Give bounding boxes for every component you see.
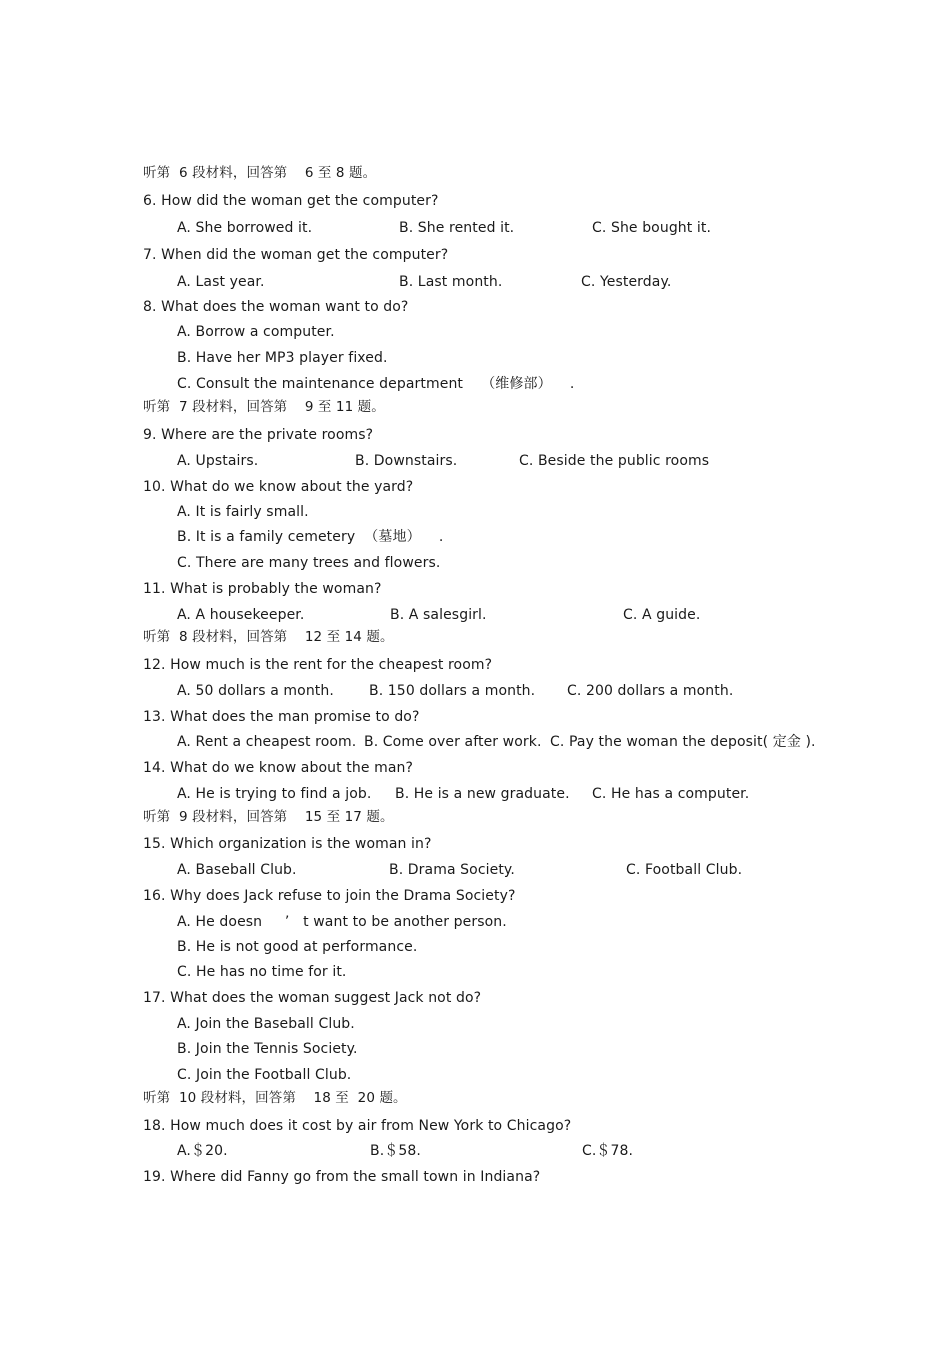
option-c: C. He has a computer. (592, 786, 750, 802)
option-b: B. Join the Tennis Society. (177, 1041, 358, 1057)
section-heading: 听第 6 段材料，回答第 6 至 8 题。 (143, 165, 377, 181)
option-c: C.＄78. (582, 1143, 634, 1159)
section-heading: 听第 9 段材料，回答第 15 至 17 题。 (143, 809, 394, 825)
option-c: C. He has no time for it. (177, 964, 347, 980)
question-stem: 9. Where are the private rooms? (143, 427, 374, 443)
question-stem: 7. When did the woman get the computer? (143, 247, 449, 263)
option-b: B.＄58. (370, 1143, 421, 1159)
option-a: A. Baseball Club. (177, 862, 297, 878)
option-c: C. Join the Football Club. (177, 1067, 352, 1083)
option-c: C. Pay the woman the deposit( 定金 ). (550, 734, 816, 750)
option-a: A. He is trying to find a job. (177, 786, 372, 802)
question-stem: 18. How much does it cost by air from New York to Chicago? (143, 1118, 572, 1134)
question-stem: 8. What does the woman want to do? (143, 299, 409, 315)
option-c: C. A guide. (623, 607, 701, 623)
option-b: B. Last month. (399, 274, 503, 290)
question-stem: 6. How did the woman get the computer? (143, 193, 439, 209)
section-heading: 听第 7 段材料，回答第 9 至 11 题。 (143, 399, 385, 415)
option-b: B. It is a family cemetery （墓地） . (177, 529, 444, 545)
option-c: C. She bought it. (592, 220, 712, 236)
option-a: A. Upstairs. (177, 453, 259, 469)
section-heading: 听第 8 段材料，回答第 12 至 14 题。 (143, 629, 394, 645)
question-stem: 13. What does the man promise to do? (143, 709, 420, 725)
option-b: B. A salesgirl. (390, 607, 487, 623)
question-stem: 17. What does the woman suggest Jack not do? (143, 990, 482, 1006)
question-stem: 19. Where did Fanny go from the small town in Indiana? (143, 1169, 541, 1185)
option-a: A. She borrowed it. (177, 220, 313, 236)
option-b: B. Drama Society. (389, 862, 515, 878)
option-a: A. Join the Baseball Club. (177, 1016, 355, 1032)
option-a: A. He doesn ’ t want to be another person. (177, 914, 507, 930)
option-c: C. Football Club. (626, 862, 743, 878)
option-a: A. Borrow a computer. (177, 324, 335, 340)
option-b: B. Have her MP3 player fixed. (177, 350, 388, 366)
option-c: C. Consult the maintenance department （维修部） . (177, 376, 575, 392)
section-heading: 听第 10 段材料，回答第 18 至 20 题。 (143, 1090, 407, 1106)
option-b: B. He is not good at performance. (177, 939, 418, 955)
option-b: B. He is a new graduate. (395, 786, 570, 802)
option-a: A. Last year. (177, 274, 265, 290)
option-c: C. Beside the public rooms (519, 453, 710, 469)
question-stem: 12. How much is the rent for the cheapest room? (143, 657, 493, 673)
question-stem: 16. Why does Jack refuse to join the Drama Society? (143, 888, 516, 904)
option-b: B. Downstairs. (355, 453, 458, 469)
option-c: C. There are many trees and flowers. (177, 555, 441, 571)
question-stem: 15. Which organization is the woman in? (143, 836, 432, 852)
option-a: A. 50 dollars a month. (177, 683, 334, 699)
question-stem: 10. What do we know about the yard? (143, 479, 414, 495)
option-a: A. It is fairly small. (177, 504, 309, 520)
option-a: A. A housekeeper. (177, 607, 305, 623)
option-b: B. She rented it. (399, 220, 515, 236)
question-stem: 11. What is probably the woman? (143, 581, 382, 597)
option-c: C. 200 dollars a month. (567, 683, 734, 699)
option-a: A. Rent a cheapest room. (177, 734, 357, 750)
option-b: B. Come over after work. (364, 734, 542, 750)
question-stem: 14. What do we know about the man? (143, 760, 414, 776)
option-b: B. 150 dollars a month. (369, 683, 536, 699)
option-a: A.＄20. (177, 1143, 228, 1159)
option-c: C. Yesterday. (581, 274, 672, 290)
